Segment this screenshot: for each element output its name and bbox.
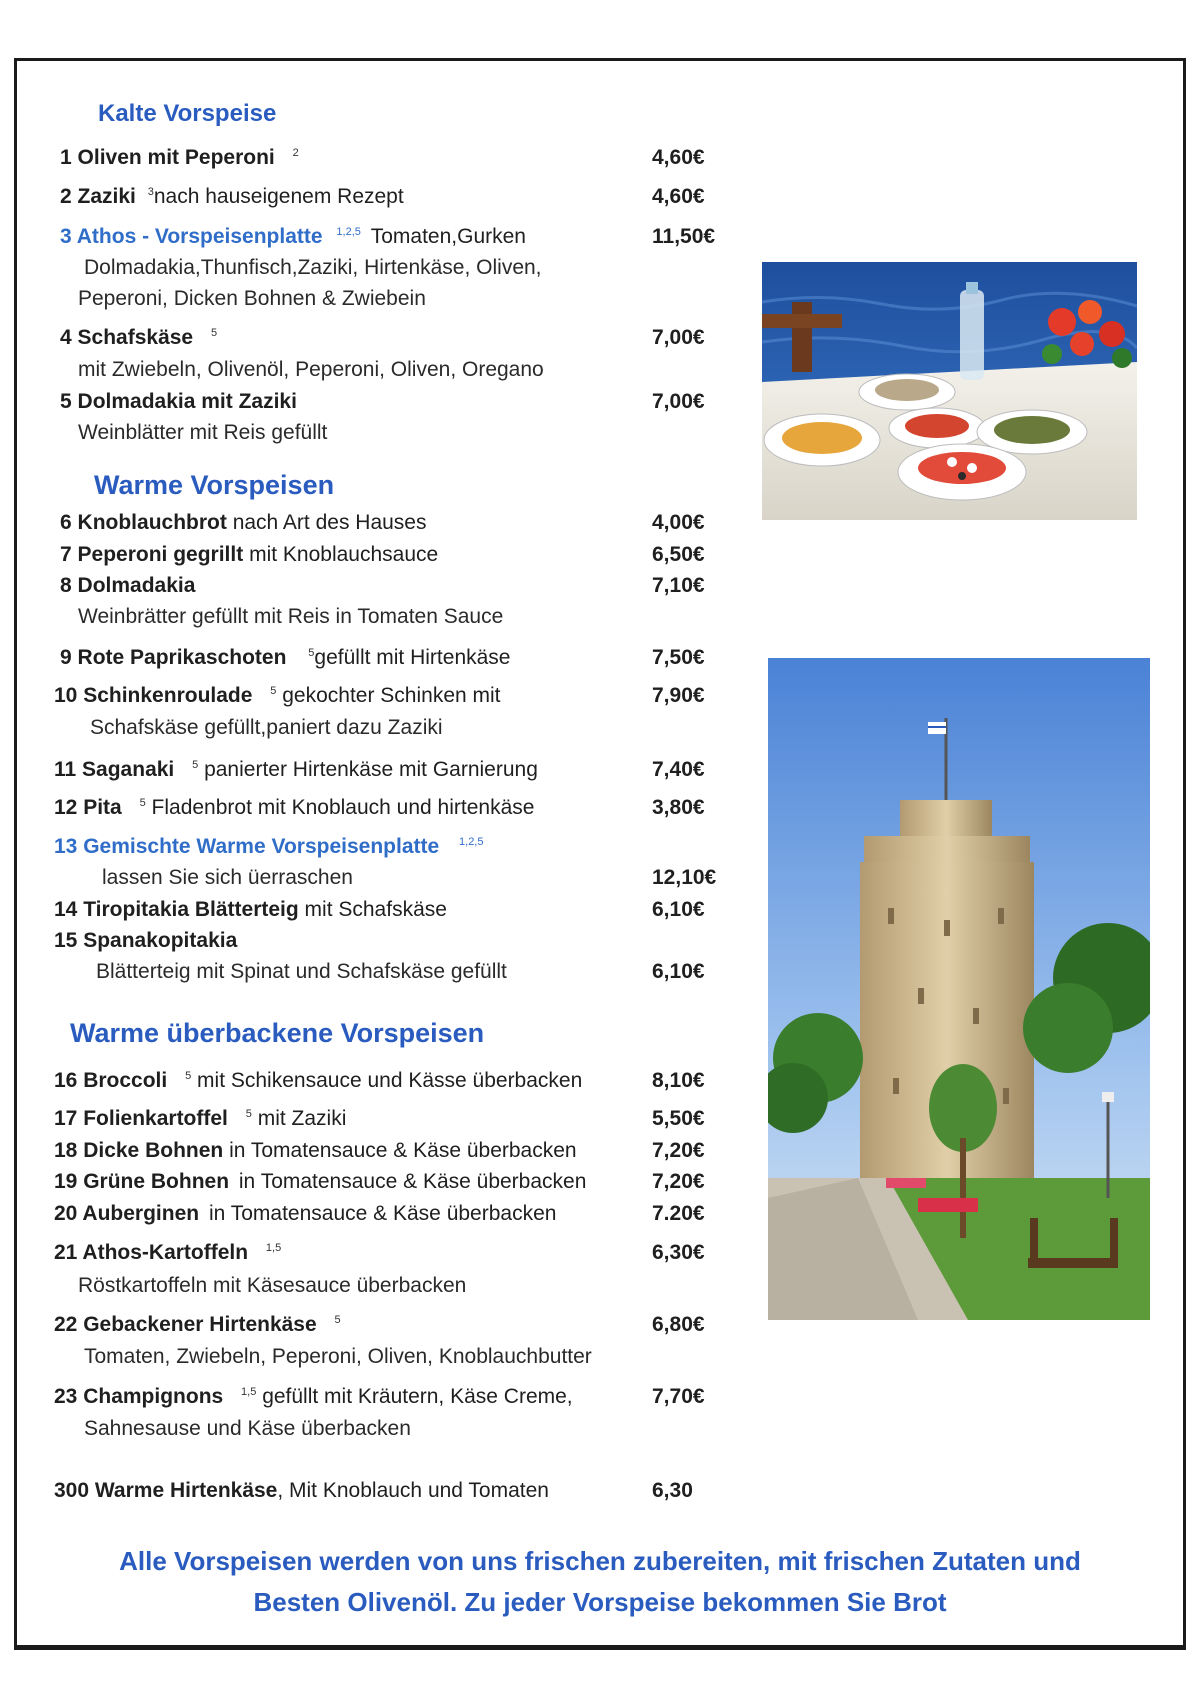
menu-item: 6 Knoblauchbrot nach Art des Hauses — [60, 511, 427, 534]
item-price: 6,30€ — [652, 1241, 705, 1264]
menu-item: 1 Oliven mit Peperoni $^2$ — [60, 146, 299, 169]
item-price: 4,00€ — [652, 511, 705, 534]
section-heading-kalte: Kalte Vorspeise — [98, 100, 277, 127]
item-description: lassen Sie sich üerraschen — [102, 866, 353, 889]
item-price: 7,20€ — [652, 1170, 705, 1193]
footer-line-2: Besten Olivenöl. Zu jeder Vorspeise bekommen Sie Brot — [253, 1587, 947, 1617]
item-price: 7,00€ — [652, 390, 705, 413]
menu-item: 13 Gemischte Warme Vorspeisenplatte $^{1,2,5}$ — [54, 835, 484, 858]
item-description: Tomaten, Zwiebeln, Peperoni, Oliven, Knoblauchbutter — [84, 1345, 592, 1368]
mezze-table-illustration — [762, 262, 1137, 520]
menu-item: 16 Broccoli $^5$ mit Schikensauce und Kässe überbacken — [54, 1069, 583, 1092]
menu-item: 21 Athos-Kartoffeln $^{1,5}$ — [54, 1241, 282, 1264]
footer-note — [40, 1541, 1160, 1623]
item-price: 7,40€ — [652, 758, 705, 781]
item-price: 6,80€ — [652, 1313, 705, 1336]
item-price: 4,60€ — [652, 146, 705, 169]
item-description: Peperoni, Dicken Bohnen & Zwiebein — [78, 287, 426, 310]
section-heading-ueberbacken: Warme überbackene Vorspeisen — [70, 1018, 485, 1048]
menu-item: 19 Grüne Bohnen in Tomatensauce & Käse überbacken — [54, 1170, 587, 1193]
item-price: 7,10€ — [652, 574, 705, 597]
item-description: Weinblätter mit Reis gefüllt — [78, 421, 328, 444]
item-price: 8,10€ — [652, 1069, 705, 1092]
white-tower-photo — [768, 658, 1150, 1320]
menu-item: 11 Saganaki $^5$ panierter Hirtenkäse mit Garnierung — [54, 758, 538, 781]
item-price: 6,30 — [652, 1479, 693, 1502]
item-price: 6,50€ — [652, 543, 705, 566]
menu-item: 15 Spanakopitakia — [54, 929, 238, 952]
menu-item: 17 Folienkartoffel $^5$ mit Zaziki — [54, 1107, 347, 1130]
menu-item: 3 Athos - Vorspeisenplatte $^{1,2,5}$ Tomaten,Gurken — [60, 225, 526, 248]
item-description: Dolmadakia,Thunfisch,Zaziki, Hirtenkäse, Oliven, — [84, 256, 542, 279]
item-description: Schafskäse gefüllt,paniert dazu Zaziki — [90, 716, 443, 739]
item-price: 3,80€ — [652, 796, 705, 819]
menu-item: 5 Dolmadakia mit Zaziki — [60, 390, 297, 413]
item-price: 7.20€ — [652, 1202, 705, 1225]
menu-item: 10 Schinkenroulade $^5$ gekochter Schinken mit — [54, 684, 501, 707]
menu-item: 7 Peperoni gegrillt mit Knoblauchsauce — [60, 543, 439, 566]
item-description: Röstkartoffeln mit Käsesauce überbacken — [78, 1274, 467, 1297]
menu-item: 8 Dolmadakia — [60, 574, 196, 597]
item-price: 7,50€ — [652, 646, 705, 669]
item-price: 5,50€ — [652, 1107, 705, 1130]
item-price: 12,10€ — [652, 866, 717, 889]
item-description: Sahnesause und Käse überbacken — [84, 1417, 411, 1440]
item-price: 7,00€ — [652, 326, 705, 349]
item-description: Weinbrätter gefüllt mit Reis in Tomaten Sauce — [78, 605, 504, 628]
item-price: 7,90€ — [652, 684, 705, 707]
item-description: Blätterteig mit Spinat und Schafskäse gefüllt — [96, 960, 507, 983]
section-heading-warme: Warme Vorspeisen — [94, 470, 335, 500]
menu-item: 9 Rote Paprikaschoten $^5$gefüllt mit Hirtenkäse — [60, 646, 511, 669]
menu-item: 2 Zaziki $^3$nach hauseigenem Rezept — [60, 185, 404, 208]
bottom-rule — [14, 1646, 1186, 1650]
menu-item: 22 Gebackener Hirtenkäse $^5$ — [54, 1313, 341, 1336]
item-price: 7,70€ — [652, 1385, 705, 1408]
footer-line-1: Alle Vorspeisen werden von uns frischen zubereiten, mit frischen Zutaten und — [119, 1546, 1081, 1576]
item-price: 4,60€ — [652, 185, 705, 208]
item-price: 7,20€ — [652, 1139, 705, 1162]
item-price: 6,10€ — [652, 960, 705, 983]
white-tower-illustration — [768, 658, 1150, 1320]
menu-item: 23 Champignons $^{1,5}$ gefüllt mit Kräutern, Käse Creme, — [54, 1385, 573, 1408]
item-description: mit Zwiebeln, Olivenöl, Peperoni, Oliven, Oregano — [78, 358, 544, 381]
menu-item: 4 Schafskäse $^5$ — [60, 326, 218, 349]
menu-item: 18 Dicke Bohnen in Tomatensauce & Käse überbacken — [54, 1139, 577, 1162]
item-price: 6,10€ — [652, 898, 705, 921]
menu-item: 300 Warme Hirtenkäse, Mit Knoblauch und Tomaten — [54, 1479, 549, 1502]
mezze-table-photo — [762, 262, 1137, 520]
item-price: 11,50€ — [652, 225, 716, 248]
menu-item: 12 Pita $^5$ Fladenbrot mit Knoblauch und hirtenkäse — [54, 796, 535, 819]
menu-item: 14 Tiropitakia Blätterteig mit Schafskäse — [54, 898, 447, 921]
menu-item: 20 Auberginen in Tomatensauce & Käse überbacken — [54, 1202, 557, 1225]
